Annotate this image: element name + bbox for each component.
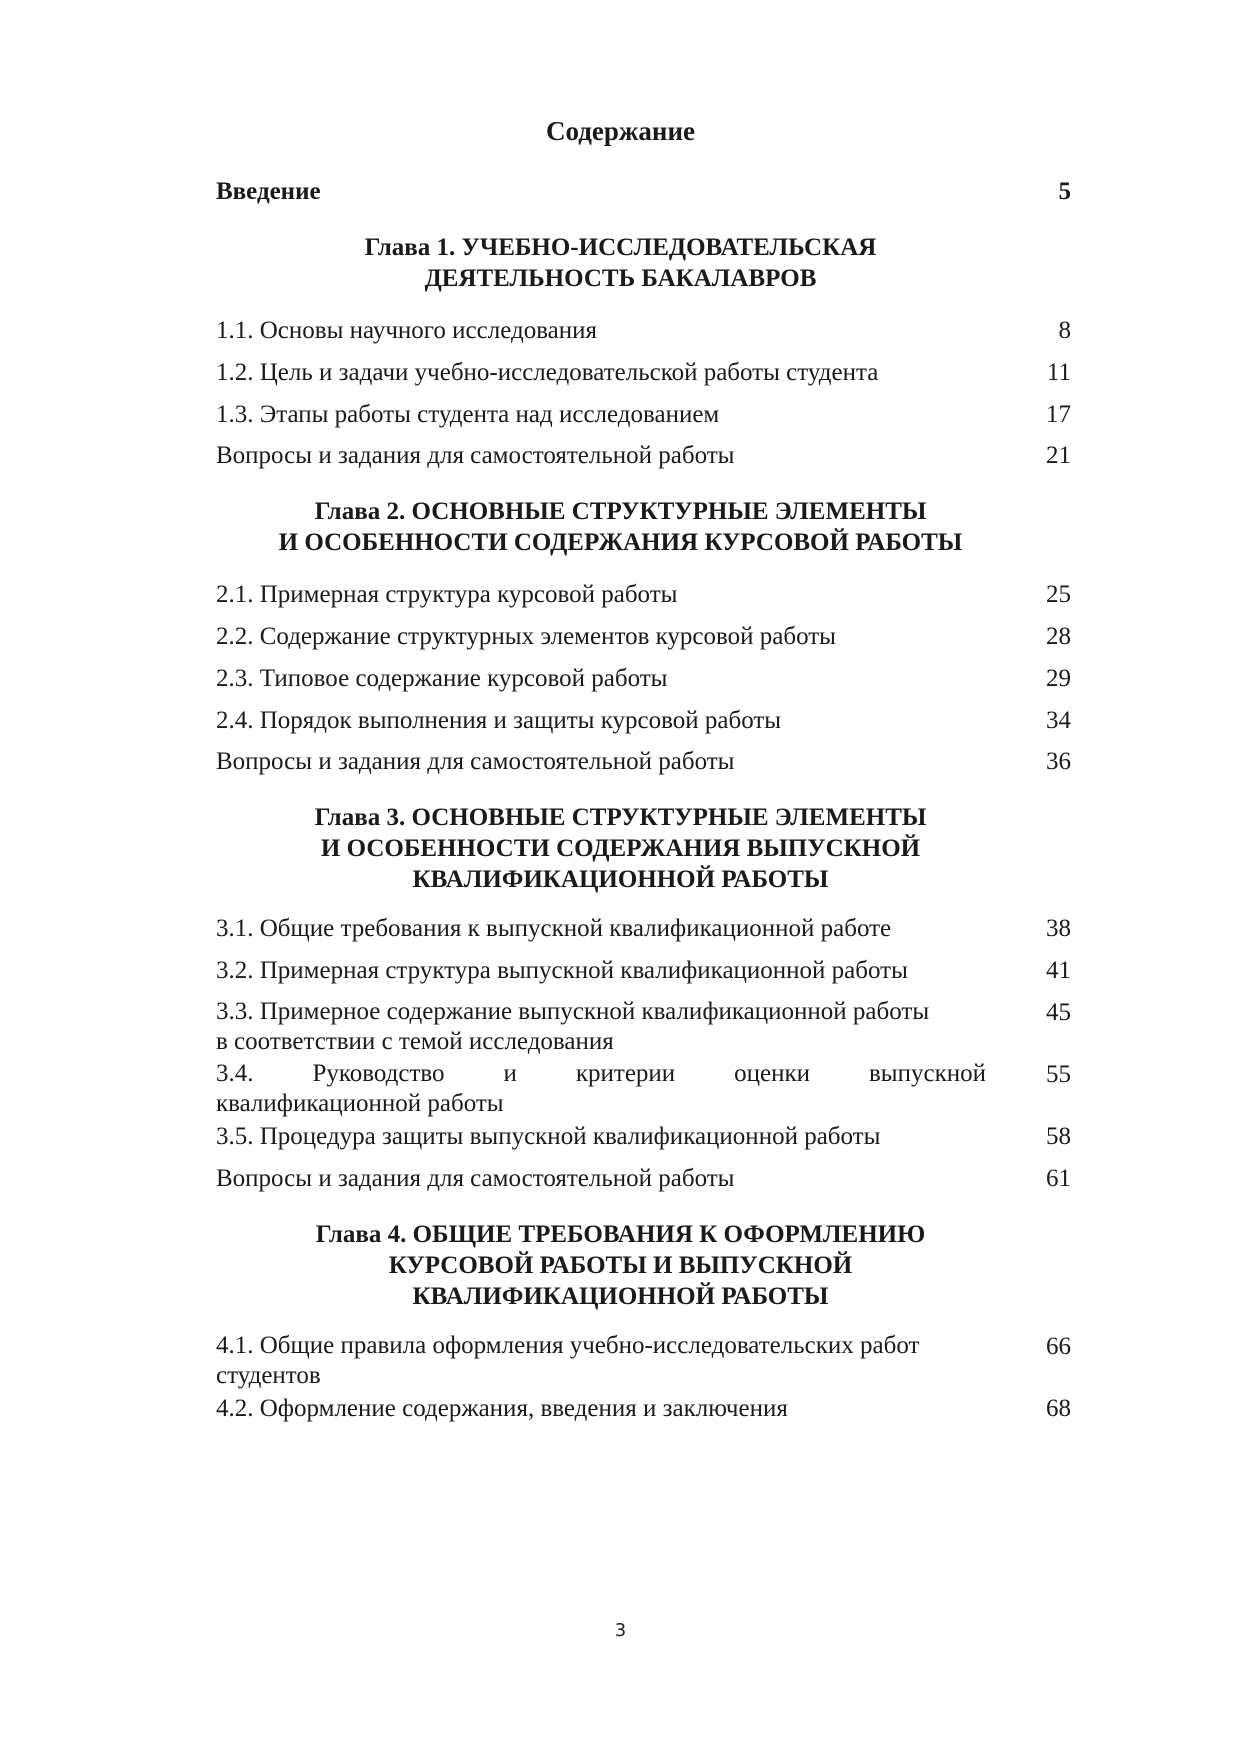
toc-entry-text: 4.2. Оформление содержания, введения и заключения bbox=[216, 1395, 788, 1422]
toc-entry-page: 5 bbox=[1058, 178, 1071, 205]
toc-entry-text: 1.2. Цель и задачи учебно-исследовательской работы студента bbox=[216, 359, 879, 386]
toc-entry-page: 21 bbox=[1046, 442, 1071, 469]
toc-entry-text: 2.3. Типовое содержание курсовой работы bbox=[216, 665, 668, 692]
toc-entry-page: 38 bbox=[1046, 915, 1071, 942]
toc-entry-line: в соответствии с темой исследования bbox=[216, 1028, 614, 1055]
toc-entry[interactable] bbox=[216, 1121, 1071, 1153]
chapter-heading-line: Глава 2. ОСНОВНЫЕ СТРУКТУРНЫЕ ЭЛЕМЕНТЫ bbox=[314, 498, 927, 525]
toc-entry-intro[interactable] bbox=[216, 176, 1071, 208]
toc-entry[interactable] bbox=[216, 1393, 1071, 1425]
toc-entry-page: 66 bbox=[1046, 1333, 1071, 1360]
toc-entry-line: 4.1. Общие правила оформления учебно-исследовательских работ bbox=[216, 1332, 920, 1359]
toc-entry-line: 3.3. Примерное содержание выпускной квалификационной работы bbox=[216, 998, 930, 1025]
toc-entry-text: 2.1. Примерная структура курсовой работы bbox=[216, 581, 678, 608]
toc-entry-page: 11 bbox=[1046, 359, 1071, 386]
toc-entry[interactable] bbox=[216, 663, 1071, 695]
toc-entry[interactable] bbox=[216, 440, 1071, 472]
toc-entry[interactable] bbox=[216, 746, 1071, 778]
toc-entry-line: 3.4. Руководство и критерии оценки выпускной bbox=[216, 1060, 986, 1087]
chapter-heading-line: Глава 4. ОБЩИЕ ТРЕБОВАНИЯ К ОФОРМЛЕНИЮ bbox=[315, 1221, 926, 1248]
chapter-heading-line: Глава 3. ОСНОВНЫЕ СТРУКТУРНЫЕ ЭЛЕМЕНТЫ bbox=[314, 804, 927, 831]
toc-entry-text: Вопросы и задания для самостоятельной работы bbox=[216, 442, 735, 469]
chapter-heading-line: ДЕЯТЕЛЬНОСТЬ БАКАЛАВРОВ bbox=[424, 265, 817, 292]
toc-entry-page: 68 bbox=[1046, 1395, 1071, 1422]
toc-entry[interactable] bbox=[216, 1059, 1071, 1119]
toc-entry-page: 55 bbox=[1046, 1061, 1071, 1088]
toc-entry-page: 17 bbox=[1046, 401, 1071, 428]
toc-entry-page: 58 bbox=[1046, 1123, 1071, 1150]
toc-title: Содержание bbox=[545, 116, 696, 146]
toc-entry-page: 45 bbox=[1046, 999, 1071, 1026]
chapter-heading-line: И ОСОБЕННОСТИ СОДЕРЖАНИЯ ВЫПУСКНОЙ bbox=[320, 835, 921, 862]
toc-entry-text: 3.1. Общие требования к выпускной квалификационной работе bbox=[216, 915, 892, 942]
toc-entry[interactable] bbox=[216, 913, 1071, 945]
toc-entry-text: Вопросы и задания для самостоятельной работы bbox=[216, 748, 735, 775]
toc-entry-page: 8 bbox=[1058, 317, 1071, 344]
toc-entry[interactable] bbox=[216, 399, 1071, 431]
toc-entry-line: квалификационной работы bbox=[216, 1090, 504, 1117]
toc-entry-page: 61 bbox=[1046, 1165, 1071, 1192]
toc-entry[interactable] bbox=[216, 1163, 1071, 1195]
toc-entry[interactable] bbox=[216, 997, 1071, 1057]
toc-entry-text bbox=[216, 1331, 986, 1391]
toc-entry-text: Введение bbox=[216, 178, 321, 205]
toc-entry-page: 34 bbox=[1046, 707, 1071, 734]
toc-entry-page: 25 bbox=[1046, 581, 1071, 608]
chapter-heading-line: КУРСОВОЙ РАБОТЫ И ВЫПУСКНОЙ bbox=[388, 1252, 853, 1279]
toc-entry-page: 29 bbox=[1046, 665, 1071, 692]
toc-entry-text: 3.2. Примерная структура выпускной квалификационной работы bbox=[216, 957, 908, 984]
toc-entry-page: 28 bbox=[1046, 623, 1071, 650]
chapter-3-heading bbox=[0, 802, 1241, 895]
chapter-4-heading bbox=[0, 1219, 1241, 1312]
toc-entry-text: 1.3. Этапы работы студента над исследованием bbox=[216, 401, 720, 428]
chapter-heading-line: КВАЛИФИКАЦИОННОЙ РАБОТЫ bbox=[412, 866, 829, 893]
toc-entry-text: 2.4. Порядок выполнения и защиты курсовой работы bbox=[216, 707, 782, 734]
toc-entry[interactable] bbox=[216, 315, 1071, 347]
toc-entry-line: студентов bbox=[216, 1362, 321, 1389]
toc-entry-text: 3.5. Процедура защиты выпускной квалификационной работы bbox=[216, 1123, 881, 1150]
toc-entry[interactable] bbox=[216, 955, 1071, 987]
toc-entry[interactable] bbox=[216, 579, 1071, 611]
toc-entry-page: 36 bbox=[1046, 748, 1071, 775]
toc-entry[interactable] bbox=[216, 1331, 1071, 1391]
chapter-2-heading bbox=[0, 496, 1241, 558]
toc-entry[interactable] bbox=[216, 705, 1071, 737]
page-number: 3 bbox=[614, 1620, 627, 1641]
toc-entry[interactable] bbox=[216, 357, 1071, 389]
chapter-1-heading bbox=[0, 232, 1241, 294]
toc-entry[interactable] bbox=[216, 621, 1071, 653]
chapter-heading-line: КВАЛИФИКАЦИОННОЙ РАБОТЫ bbox=[412, 1283, 829, 1310]
toc-entry-text: 2.2. Содержание структурных элементов курсовой работы bbox=[216, 623, 836, 650]
toc-entry-text: 1.1. Основы научного исследования bbox=[216, 317, 598, 344]
toc-entry-text: Вопросы и задания для самостоятельной работы bbox=[216, 1165, 735, 1192]
toc-entry-text bbox=[216, 997, 986, 1057]
toc-entry-page: 41 bbox=[1046, 957, 1071, 984]
chapter-heading-line: И ОСОБЕННОСТИ СОДЕРЖАНИЯ КУРСОВОЙ РАБОТЫ bbox=[278, 529, 963, 556]
chapter-heading-line: Глава 1. УЧЕБНО-ИССЛЕДОВАТЕЛЬСКАЯ bbox=[364, 234, 877, 261]
toc-entry-text bbox=[216, 1059, 986, 1119]
